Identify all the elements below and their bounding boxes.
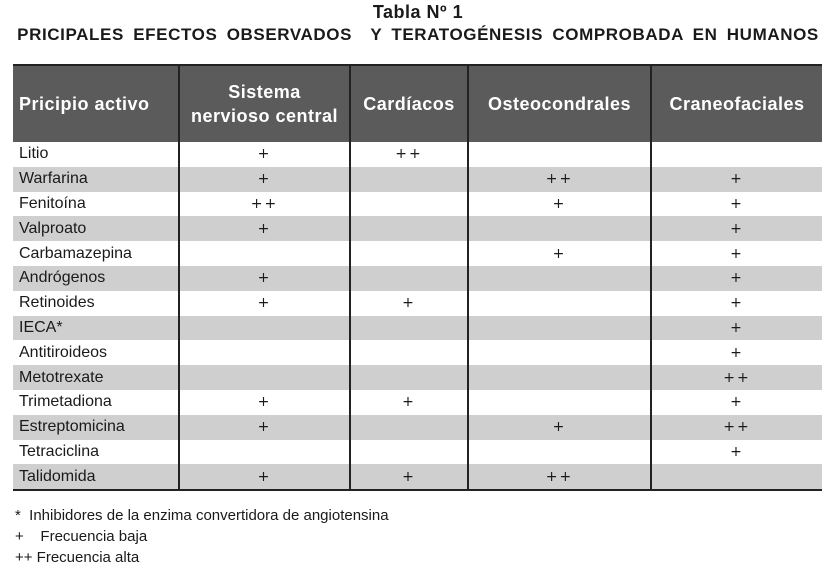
effect-cell-cardiacos [350,316,468,341]
frequency-mark: ++ [250,195,279,212]
frequency-mark: + [257,171,272,188]
frequency-mark: + [730,220,744,237]
frequency-mark: + [257,295,272,312]
frequency-mark: + [730,443,744,460]
effect-cell-snc [179,142,350,167]
frequency-mark: + [730,171,744,188]
effect-cell-snc [179,390,350,415]
drug-name: Metotrexate [13,365,179,390]
drug-name: Valproato [13,216,179,241]
effect-cell-snc [179,365,350,390]
header-snc: Sistema nervioso central [179,65,350,142]
effect-cell-craneo [651,390,822,415]
frequency-mark: ++ [723,369,751,386]
effect-cell-osteo [468,390,651,415]
table-row [13,365,822,390]
effect-cell-cardiacos [350,266,468,291]
effect-cell-craneo [651,415,822,440]
table-title: Tabla Nº 1 [372,2,464,22]
effect-cell-cardiacos [350,365,468,390]
drug-name: Fenitoína [19,194,86,212]
effect-cell-craneo [651,142,822,167]
effect-cell-osteo [468,167,651,192]
effect-cell-osteo [468,241,651,266]
drug-name: Trimetadiona [19,393,112,411]
drug-name: IECA* [13,316,179,341]
effect-cell-cardiacos [350,340,468,365]
effect-cell-snc [179,316,350,341]
effect-cell-osteo [468,192,651,217]
effect-cell-osteo [468,440,651,465]
effect-cell-craneo [651,316,822,341]
frequency-mark: + [257,419,272,436]
table-row [13,192,822,217]
table-row [13,464,822,490]
effect-cell-cardiacos [350,390,468,415]
effect-cell-cardiacos [350,216,468,241]
effect-cell-osteo [468,216,651,241]
frequency-mark: + [257,394,272,411]
effect-cell-craneo [651,216,822,241]
table-row [13,216,822,241]
effect-cell-craneo [651,440,822,465]
frequency-mark: + [402,468,416,485]
drug-name: Retinoides [19,294,95,312]
effect-cell-snc [179,340,350,365]
effect-cell-craneo [651,241,822,266]
header-craneofaciales: Craneofaciales [651,65,822,142]
frequency-mark: ++ [723,419,751,436]
effect-cell-osteo [468,365,651,390]
drug-name: Warfarina [13,167,179,192]
frequency-mark: + [730,344,744,361]
effect-cell-cardiacos [350,167,468,192]
frequency-mark: + [257,146,272,163]
effect-cell-snc [179,167,350,192]
frequency-mark: + [552,245,567,262]
drug-name: Estreptomicina [13,415,179,440]
table-row [13,440,822,465]
table-row [13,266,822,291]
effect-cell-craneo [651,192,822,217]
frequency-mark: + [730,295,744,312]
table-row [13,167,822,192]
footnotes [15,505,389,568]
drug-name: Talidomida [13,464,179,490]
table-row [13,340,822,365]
table-row [13,241,822,266]
table-subtitle: PRICIPALES EFECTOS OBSERVADOS Y TERATOGÉNESIS COMPROBADA EN HUMANOS [17,25,819,44]
frequency-mark: + [730,319,744,336]
effect-cell-osteo [468,316,651,341]
frequency-mark: + [730,270,744,287]
effect-cell-craneo [651,266,822,291]
effect-cell-craneo [651,365,822,390]
effect-cell-osteo [468,291,651,316]
frequency-mark: + [402,394,416,411]
effect-cell-craneo [651,340,822,365]
frequency-mark: + [730,394,744,411]
effect-cell-snc [179,291,350,316]
table-row [13,415,822,440]
frequency-mark: ++ [395,146,423,163]
effect-cell-cardiacos [350,440,468,465]
header-cardiacos: Cardíacos [350,65,468,142]
effect-cell-osteo [468,266,651,291]
effect-cell-snc [179,464,350,490]
frequency-mark: + [257,220,272,237]
effect-cell-osteo [468,415,651,440]
header-row [13,65,822,142]
footnote-asterisk: * Inhibidores de la enzima convertidora de angiotensina [15,507,389,524]
effect-cell-craneo [651,167,822,192]
effect-cell-snc [179,266,350,291]
frequency-mark: + [552,419,567,436]
table-row [13,142,822,167]
frequency-mark: ++ [545,171,574,188]
effect-cell-cardiacos [350,415,468,440]
table-row [13,316,822,341]
frequency-mark: + [257,468,272,485]
effect-cell-snc [179,415,350,440]
effect-cell-cardiacos [350,241,468,266]
header-principio: Pricipio activo [13,65,179,142]
drug-name: Litio [19,145,49,163]
footnote-high: ++ Frecuencia alta [15,549,140,566]
effect-cell-craneo [651,464,822,490]
drug-name: Tetraciclina [19,442,100,460]
effect-cell-snc [179,216,350,241]
effect-cell-craneo [651,291,822,316]
effect-cell-cardiacos [350,142,468,167]
table-row [13,291,822,316]
frequency-mark: ++ [545,468,574,485]
effect-cell-snc [179,192,350,217]
frequency-mark: + [730,245,744,262]
drug-name: Carbamazepina [19,244,132,262]
frequency-mark: + [730,195,744,212]
frequency-mark: + [402,295,416,312]
frequency-mark: + [257,270,272,287]
drug-name: Antitiroideos [19,343,108,361]
effect-cell-cardiacos [350,464,468,490]
effect-cell-osteo [468,340,651,365]
effect-cell-osteo [468,464,651,490]
effect-cell-cardiacos [350,291,468,316]
table-row [13,390,822,415]
effect-cell-osteo [468,142,651,167]
effect-cell-cardiacos [350,192,468,217]
effect-cell-snc [179,241,350,266]
effect-cell-snc [179,440,350,465]
footnote-low: + Frecuencia baja [15,528,148,545]
frequency-mark: + [552,195,567,212]
effects-table [13,64,822,491]
drug-name: Andrógenos [13,266,179,291]
header-osteocondrales: Osteocondrales [468,65,651,142]
